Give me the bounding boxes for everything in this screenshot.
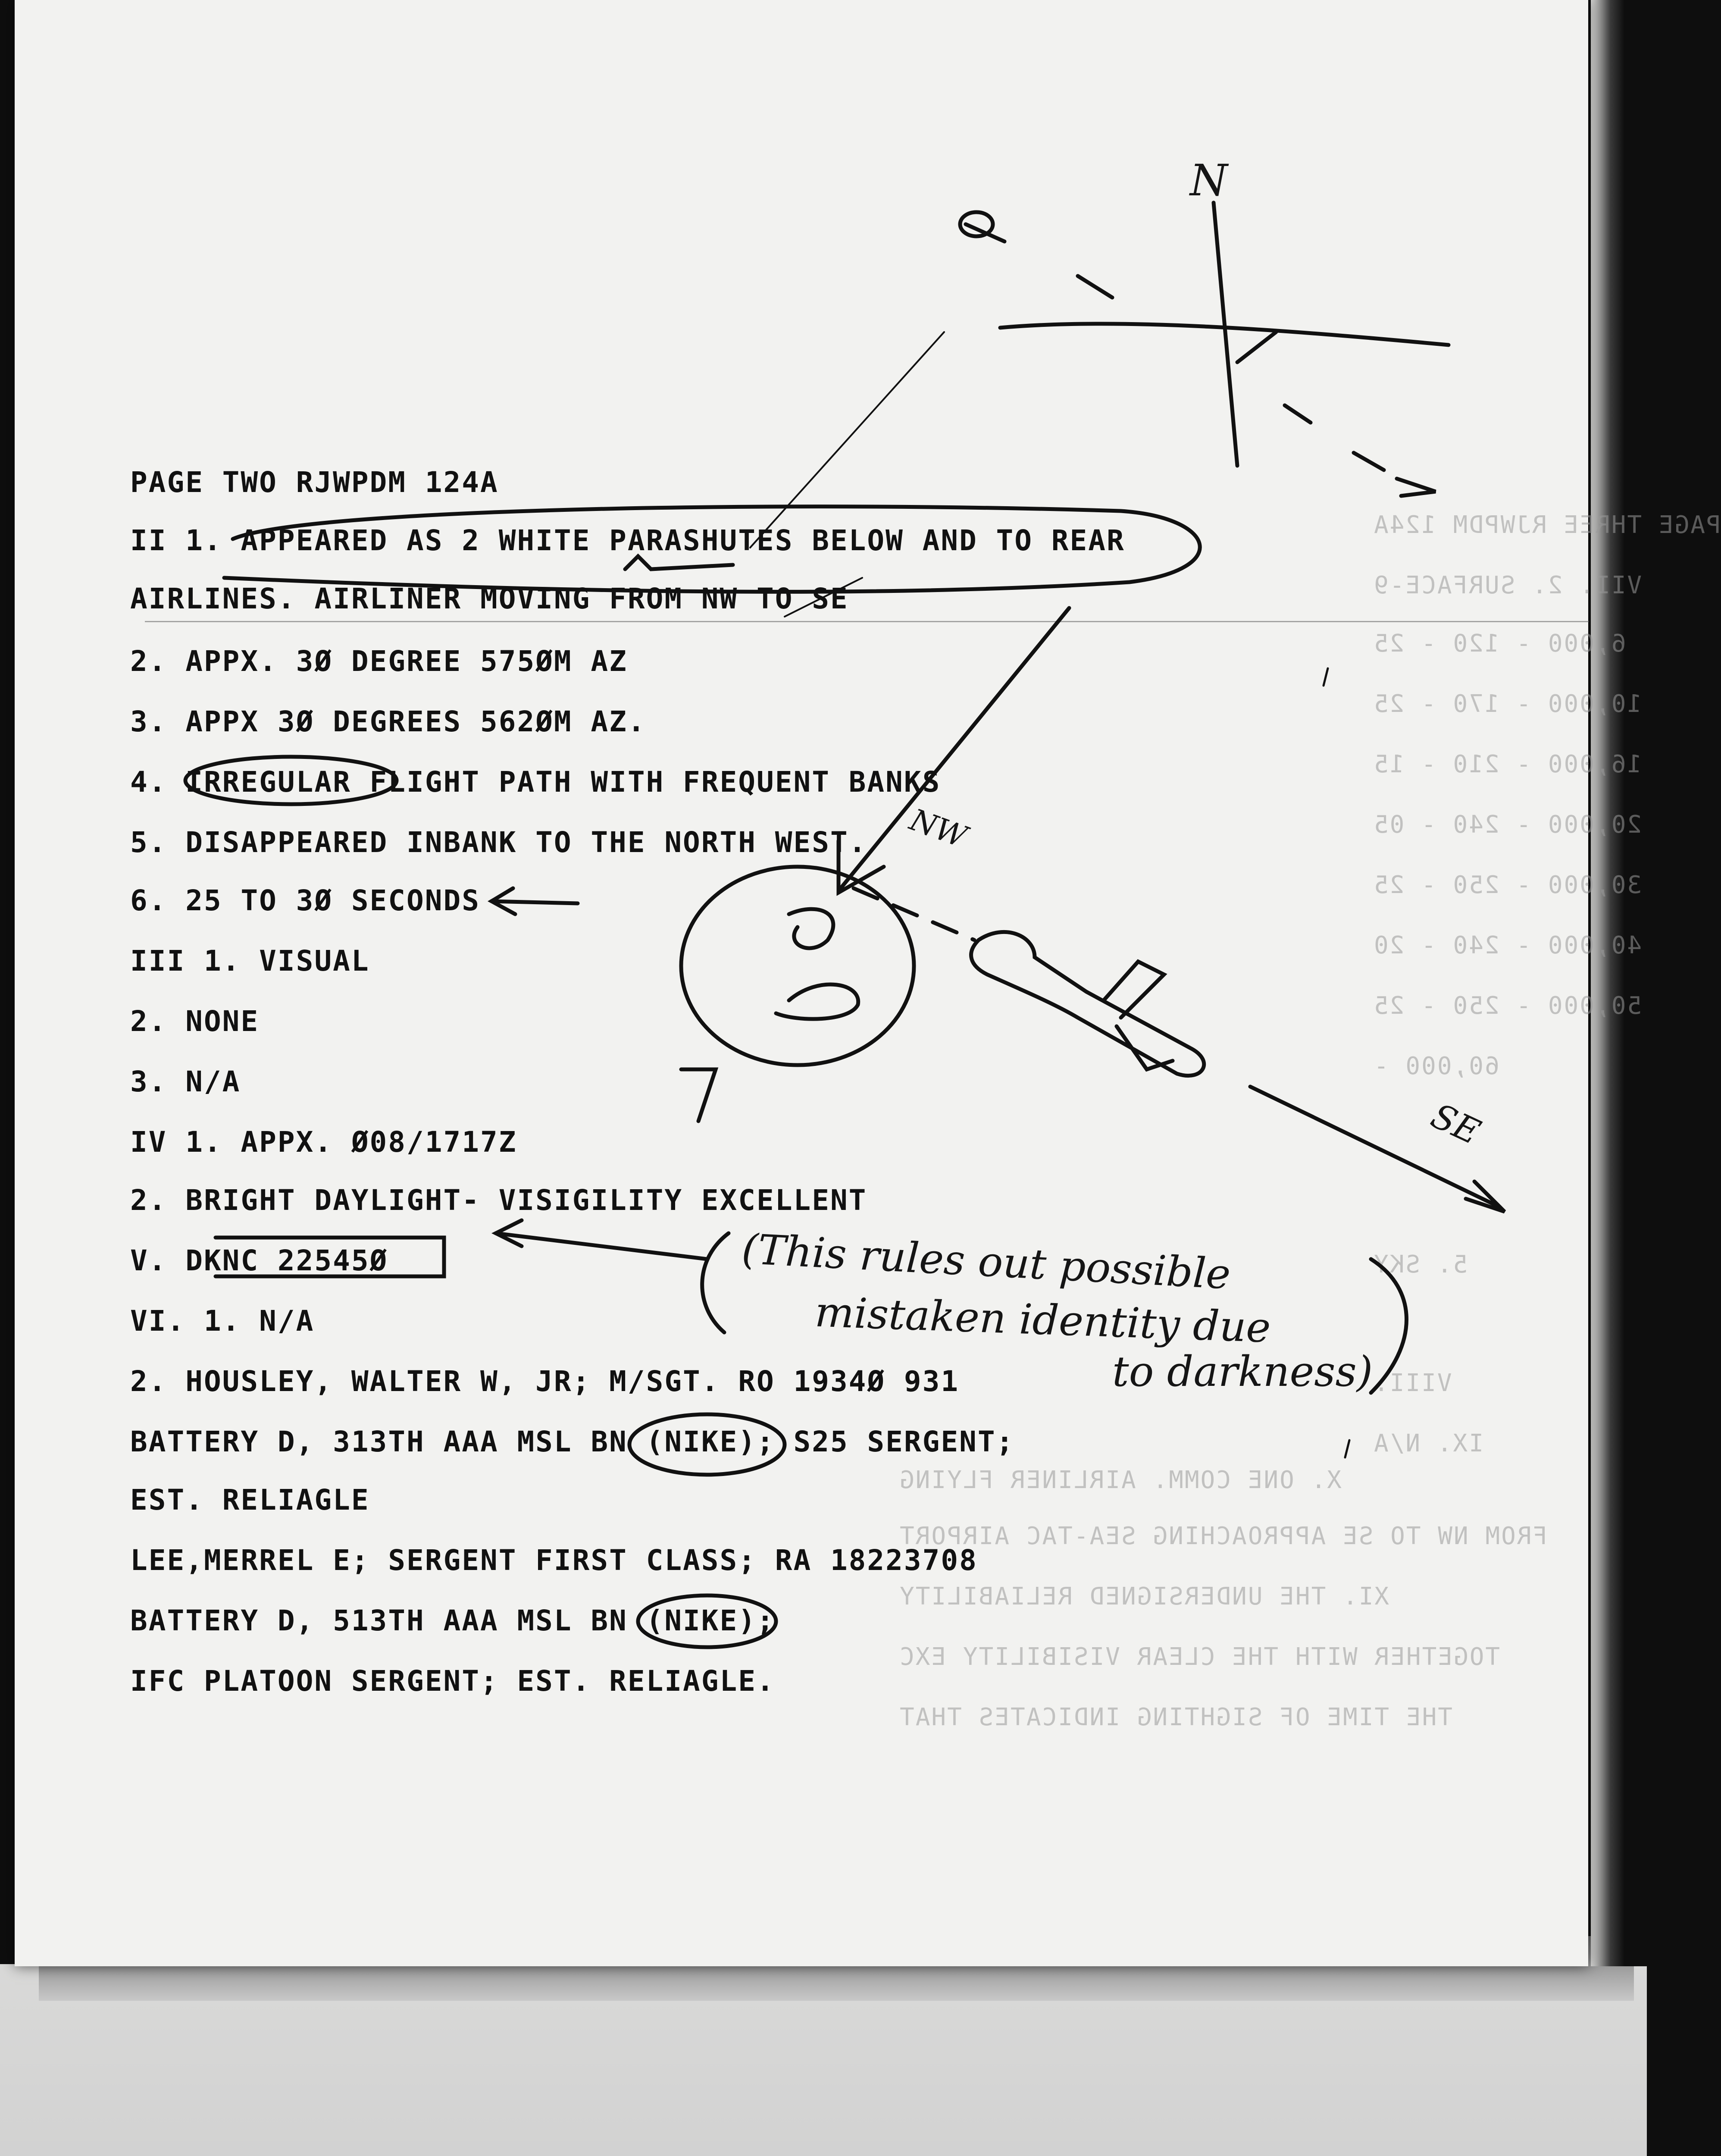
ghost-line: VII. 2. SURFACE-9 — [1373, 571, 1642, 599]
text-line: 4. IRREGULAR FLIGHT PATH WITH FREQUENT BANKS — [130, 765, 941, 799]
ghost-line: VIII. — [1373, 1369, 1452, 1397]
ghost-line: 30,000 - 250 - 25 — [1373, 871, 1642, 899]
text-line: LEE,MERREL E; SERGENT FIRST CLASS; RA 18223708 — [130, 1544, 978, 1577]
text-line: EST. RELIAGLE — [130, 1483, 370, 1517]
text-line: III 1. VISUAL — [130, 944, 370, 978]
text-line: VI. 1. N/A — [130, 1304, 315, 1338]
ghost-line: 50,000 - 250 - 25 — [1373, 992, 1642, 1020]
ghost-line: THE TIME OF SIGHTING INDICATES THAT — [898, 1703, 1453, 1731]
ghost-line: 20,000 - 240 - 05 — [1373, 811, 1642, 839]
ghost-line: 10,000 - 170 - 25 — [1373, 690, 1642, 718]
ghost-line: FROM NW TO SE APPROACHING SEA-TAC AIRPORT — [898, 1522, 1548, 1550]
handwritten-north: N — [1190, 155, 1228, 206]
page-header: PAGE TWO RJWPDM 124A — [130, 466, 499, 499]
ghost-line: TOGETHER WITH THE CLEAR VISIBILITY EXC — [898, 1643, 1500, 1671]
handwritten-note: to darkness) — [1112, 1348, 1373, 1396]
handwritten-nw: NW — [905, 802, 972, 855]
text-line: 5. DISAPPEARED INBANK TO THE NORTH WEST. — [130, 826, 867, 859]
ghost-line: X. ONE COMM. AIRLINER FLYING — [898, 1466, 1342, 1494]
text-line: 2. HOUSLEY, WALTER W, JR; M/SGT. RO 1934Ø 931 — [130, 1365, 960, 1398]
text-line: II 1. APPEARED AS 2 WHITE PARASHUTES BELOW AND TO REAR — [130, 524, 1125, 557]
ghost-line: 5. SKY — [1373, 1250, 1468, 1279]
text-line: 2. APPX. 3Ø DEGREE 575ØM AZ — [130, 645, 628, 678]
text-line: BATTERY D, 513TH AAA MSL BN (NIKE); — [130, 1604, 775, 1637]
handwritten-se: SE — [1425, 1095, 1486, 1153]
page-edge — [1591, 0, 1647, 1966]
fold-line — [145, 621, 1589, 622]
ghost-line: PAGE THREE RJWPDM 124A — [1373, 511, 1721, 539]
text-line: BATTERY D, 313TH AAA MSL BN (NIKE); S25 SERGENT; — [130, 1425, 1015, 1458]
text-line: IV 1. APPX. Ø08/1717Z — [130, 1125, 517, 1159]
text-line: 3. APPX 3Ø DEGREES 562ØM AZ. — [130, 705, 646, 738]
text-line: IFC PLATOON SERGENT; EST. RELIAGLE. — [130, 1664, 775, 1698]
handwritten-note: mistaken identity due — [814, 1288, 1272, 1352]
text-line: 2. NONE — [130, 1005, 260, 1038]
ghost-line: IX. N/A — [1373, 1429, 1484, 1457]
text-line: V. DKNC 22545Ø — [130, 1244, 388, 1277]
ghost-line: 40,000 - 240 - 20 — [1373, 931, 1642, 959]
ghost-line: 6,000 - 120 - 25 — [1373, 630, 1626, 658]
text-line: 2. BRIGHT DAYLIGHT- VISIGILITY EXCELLENT — [130, 1184, 867, 1217]
text-line: 6. 25 TO 3Ø SECONDS — [130, 884, 480, 917]
ghost-line: 60,000 - — [1373, 1052, 1499, 1080]
text-line: AIRLINES. AIRLINER MOVING FROM NW TO SE — [130, 582, 849, 615]
ghost-line: XI. THE UNDERSIGNED RELIABILITY — [898, 1583, 1389, 1611]
handwritten-note: (This rules out possible — [740, 1225, 1232, 1299]
text-line: 3. N/A — [130, 1065, 241, 1098]
ghost-line: 16,000 - 210 - 15 — [1373, 750, 1642, 778]
